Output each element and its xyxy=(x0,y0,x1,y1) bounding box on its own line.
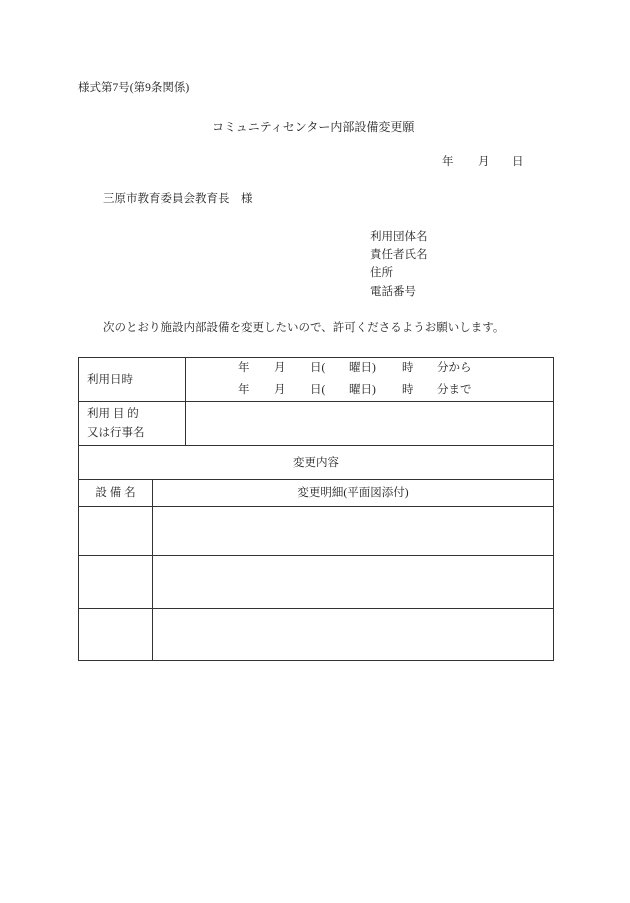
to-minute-label: 分まで xyxy=(437,384,472,396)
form-number: 様式第7号(第9条関係) xyxy=(78,82,190,94)
from-day-label: 日( xyxy=(310,362,326,374)
changes-columns-row xyxy=(79,480,554,507)
changes-header-row xyxy=(79,446,554,480)
purpose-label-line2: 又は行事名 xyxy=(87,426,145,439)
change-entry-row xyxy=(79,507,554,556)
from-weekday-label: 曜日) xyxy=(349,362,376,374)
changes-header: 変更内容 xyxy=(293,456,339,469)
change-details-header-cell xyxy=(153,480,554,507)
to-month-label: 月 xyxy=(274,384,286,396)
to-year-label: 年 xyxy=(238,384,250,396)
change-request-table xyxy=(78,357,554,661)
request-body-text: 次のとおり施設内部設備を変更したいので、許可くださるようお願いします。 xyxy=(103,322,505,334)
representative-label: 責任者氏名 xyxy=(370,249,428,261)
usage-datetime-value-cell xyxy=(186,358,554,402)
equipment-name-cell xyxy=(79,609,153,661)
purpose-value-cell xyxy=(186,402,554,446)
from-month-label: 月 xyxy=(274,362,286,374)
change-entry-row xyxy=(79,609,554,661)
from-minute-label: 分から xyxy=(437,362,472,374)
group-name-label: 利用団体名 xyxy=(370,231,428,243)
from-hour-label: 時 xyxy=(402,362,414,374)
purpose-label-line1: 利用 目 的 xyxy=(87,407,139,420)
change-details-cell xyxy=(153,609,554,661)
document-title: コミュニティセンター内部設備変更願 xyxy=(212,120,415,134)
purpose-row xyxy=(79,402,554,446)
change-details-cell xyxy=(153,556,554,609)
purpose-label-cell xyxy=(79,402,186,446)
to-hour-label: 時 xyxy=(402,384,414,396)
date-day-label: 日 xyxy=(512,156,524,168)
change-details-header: 変更明細(平面図添付) xyxy=(297,487,409,499)
to-weekday-label: 曜日) xyxy=(349,384,376,396)
from-year-label: 年 xyxy=(238,362,250,374)
addressee: 三原市教育委員会教育長 様 xyxy=(103,193,253,205)
usage-datetime-lines xyxy=(186,358,553,401)
changes-header-cell xyxy=(79,446,554,480)
equipment-name-header-cell xyxy=(79,480,153,507)
usage-datetime-label: 利用日時 xyxy=(87,373,133,386)
address-label: 住所 xyxy=(370,267,393,279)
equipment-name-cell xyxy=(79,507,153,556)
phone-label: 電話番号 xyxy=(370,286,416,298)
equipment-name-header: 設 備 名 xyxy=(95,487,136,499)
change-entry-row xyxy=(79,556,554,609)
equipment-name-cell xyxy=(79,556,153,609)
usage-datetime-label-cell xyxy=(79,358,186,402)
usage-datetime-row xyxy=(79,358,554,402)
change-details-cell xyxy=(153,507,554,556)
date-year-label: 年 xyxy=(442,156,454,168)
date-month-label: 月 xyxy=(478,156,490,168)
to-day-label: 日( xyxy=(310,384,326,396)
